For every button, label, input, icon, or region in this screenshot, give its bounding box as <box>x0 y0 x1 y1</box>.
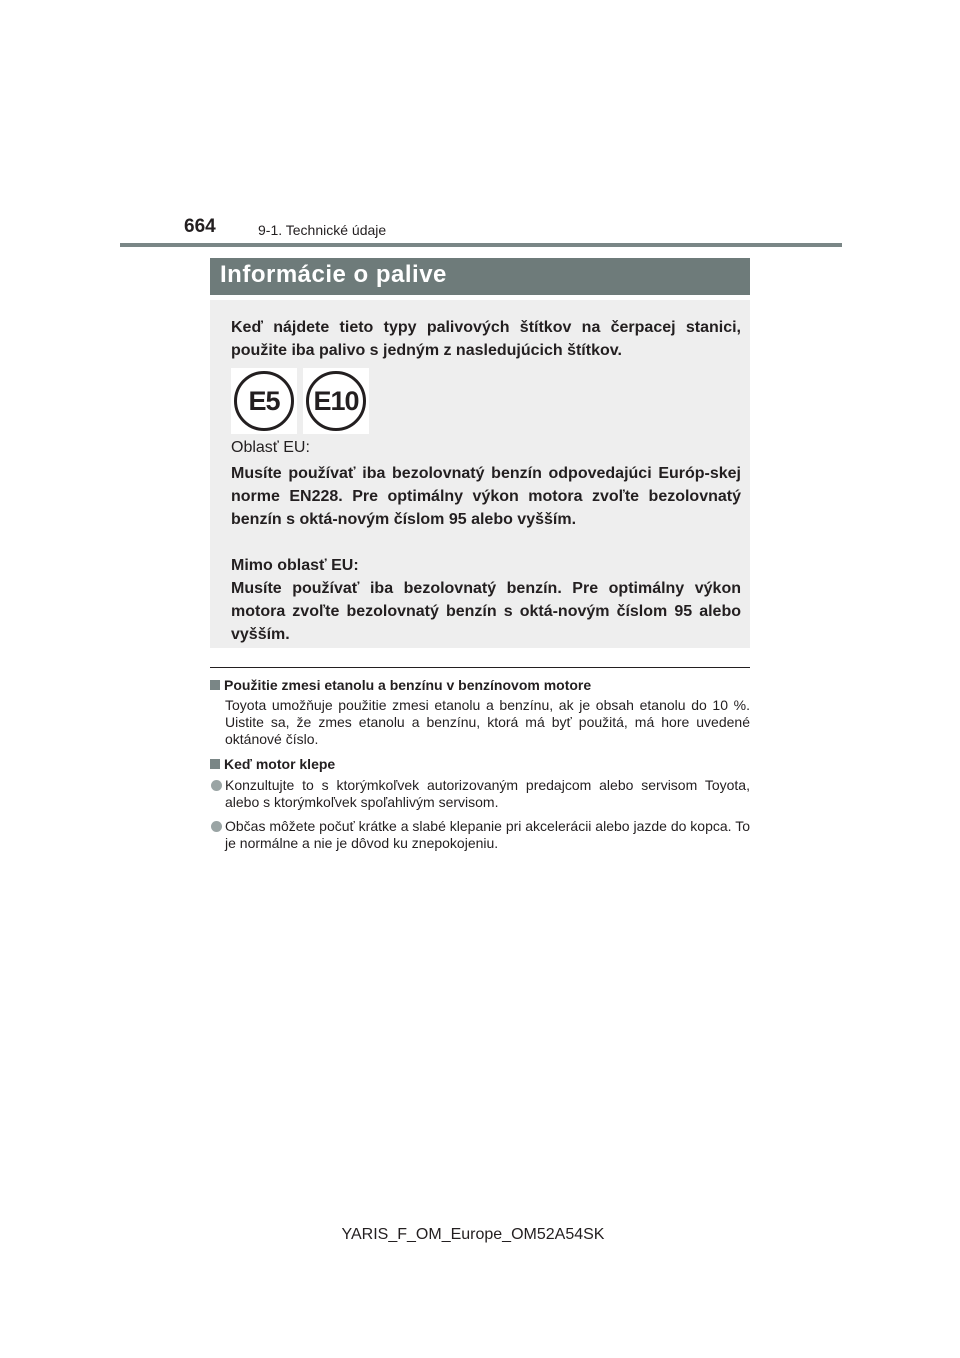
eu-region-label: Oblasť EU: <box>231 439 310 456</box>
non-eu-region-label: Mimo oblasť EU: <box>231 557 359 574</box>
knock-bullet-2: Občas môžete počuť krátke a slabé klepanie pri akcelerácii alebo jazde do kopca. To je normálne a nie je dôvod ku znepokojeniu. <box>225 818 750 851</box>
page-title: Informácie o palive <box>220 261 447 288</box>
fuel-labels <box>231 368 431 434</box>
intro-text: Keď nájdete tieto typy palivových štítkov na čerpacej stanici, použite iba palivo s jedným z nasledujúcich štítkov. <box>231 319 741 359</box>
e5-label-text: E5 <box>248 386 280 416</box>
round-bullet-icon <box>211 821 222 832</box>
footer <box>0 1226 960 1244</box>
knock-heading-text: Keď motor klepe <box>224 756 336 772</box>
eu-requirement: Musíte používať iba bezolovnatý benzín odpovedajúci Európ-skej norme EN228. Pre optimálny výkon motora zvoľte bezolovnatý benzín s oktá-novým číslom 95 alebo vyšším. <box>231 465 741 528</box>
title-bar <box>210 258 750 295</box>
ethanol-text: Toyota umožňuje použitie zmesi etanolu a benzínu, ak je obsah etanolu do 10 %. Uistite sa, že zmes etanolu a benzínu, ktorá má byť použitá, má hore uvedené oktánové číslo. <box>225 697 750 747</box>
ethanol-heading-text: Použitie zmesi etanolu a benzínu v benzínovom motore <box>224 677 592 693</box>
round-bullet-icon <box>211 780 222 791</box>
non-eu-requirement: Musíte používať iba bezolovnatý benzín. Pre optimálny výkon motora zvoľte bezolovnatý benzín s oktá-novým číslom 95 alebo vyšším. <box>231 580 741 643</box>
page-number: 664 <box>184 216 216 237</box>
square-bullet-icon <box>210 759 220 769</box>
header-rule <box>120 243 842 247</box>
fuel-info-box <box>210 300 750 648</box>
e10-fuel-label-icon <box>303 368 369 434</box>
section-label: 9-1. Technické údaje <box>258 222 387 238</box>
knock-bullet-1: Konzultujte to s ktorýmkoľvek autorizovaným predajcom alebo servisom Toyota, alebo s ktorýmkoľvek spoľahlivým servisom. <box>225 777 750 810</box>
e5-fuel-label-icon <box>231 368 297 434</box>
document-code: YARIS_F_OM_Europe_OM52A54SK <box>341 1226 605 1243</box>
square-bullet-icon <box>210 680 220 690</box>
section-divider <box>210 667 750 668</box>
e10-label-text: E10 <box>313 386 359 416</box>
